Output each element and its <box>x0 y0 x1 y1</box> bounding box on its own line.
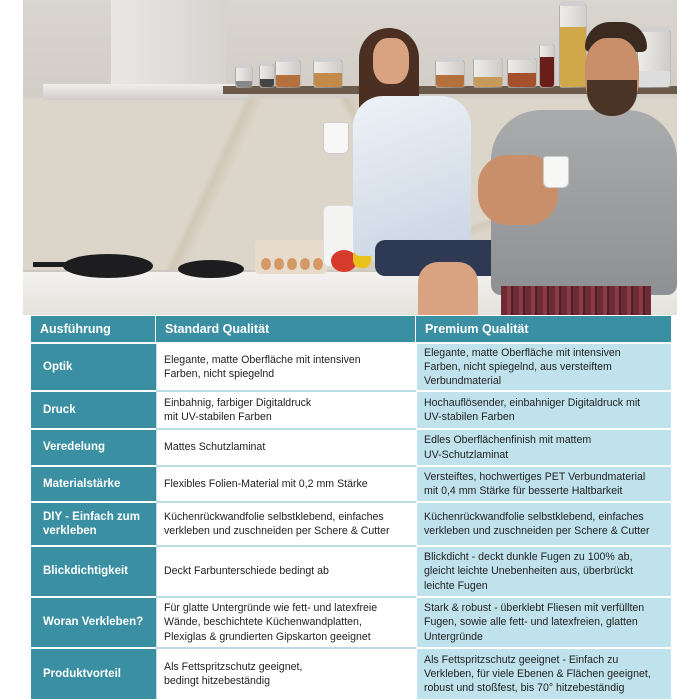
standard-text: Elegante, matte Oberfläche mit intensiven Farben, nicht spiegelnd <box>164 353 361 380</box>
premium-cell <box>416 392 671 430</box>
pan-handle <box>33 262 69 267</box>
frying-pan <box>178 260 244 278</box>
standard-text: Flexibles Folien-Material mit 0,2 mm Stärke <box>164 477 368 490</box>
header-label: Premium Qualität <box>425 322 529 336</box>
row-label-text: Woran Verkleben? <box>43 616 144 629</box>
row-label-text: Veredelung <box>43 441 105 454</box>
standard-cell <box>156 503 416 547</box>
row-label <box>31 467 156 503</box>
row-label <box>31 598 156 649</box>
premium-cell <box>416 547 671 598</box>
premium-text: Als Fettspritzschutz geeignet - Einfach zu Verkleben, für viele Ebenen & Flächen geeignet, robust und stoßfest, bis 70° hitzebeständig <box>424 653 651 695</box>
premium-cell <box>416 430 671 467</box>
spice-jar <box>435 60 465 88</box>
header-premium <box>416 316 671 344</box>
row-label <box>31 344 156 392</box>
premium-text: Versteiftes, hochwertiges PET Verbundmaterial mit 0,4 mm Stärke für besserte Haltbarkeit <box>424 470 646 497</box>
spice-jar <box>259 64 275 88</box>
premium-text: Blickdicht - deckt dunkle Fugen zu 100% ab, gleicht leichte Unebenheiten aus, überbrückt leichte Fugen <box>424 551 634 592</box>
standard-cell <box>156 547 416 598</box>
spice-jar <box>559 4 587 88</box>
premium-text: Edles Oberflächenfinish mit mattem UV-Schutzlaminat <box>424 434 592 461</box>
row-label <box>31 392 156 430</box>
standard-cell <box>156 649 416 699</box>
man-pants <box>501 286 651 315</box>
premium-text: Elegante, matte Oberfläche mit intensiven Farben, nicht spiegelnd, aus versteiftem Verbundmaterial <box>424 346 621 388</box>
row-label <box>31 547 156 598</box>
standard-cell <box>156 598 416 649</box>
premium-text: Stark & robust - überklebt Fliesen mit verfüllten Fugen, sowie alle fett- und latexfreien, glatten Untergründe <box>424 602 645 643</box>
spice-jar <box>313 60 343 88</box>
standard-text: Deckt Farbunterschiede bedingt ab <box>164 565 329 578</box>
comparison-table <box>31 316 671 699</box>
standard-text: Für glatte Untergründe wie fett- und latexfreie Wände, beschichtete Küchenwandplatten, Plexiglas & grundierten Gipskarton geeignet <box>164 602 378 643</box>
spice-jar <box>275 60 301 88</box>
spice-jar <box>539 44 555 88</box>
header-label: Standard Qualität <box>165 322 270 336</box>
header-label: Ausführung <box>40 322 111 336</box>
coffee-mug-icon <box>323 122 349 154</box>
premium-cell <box>416 503 671 547</box>
egg-carton <box>255 240 327 274</box>
standard-cell <box>156 430 416 467</box>
standard-cell <box>156 467 416 503</box>
spice-jar <box>235 66 253 88</box>
header-standard <box>156 316 416 344</box>
spice-jar <box>507 58 537 88</box>
standard-text: Mattes Schutzlaminat <box>164 441 266 454</box>
frying-pan <box>63 254 153 278</box>
row-label <box>31 430 156 467</box>
standard-cell <box>156 392 416 430</box>
row-label <box>31 503 156 547</box>
row-label-text: Blickdichtigkeit <box>43 565 128 578</box>
row-label-text: Materialstärke <box>43 477 121 490</box>
premium-text: Hochauflösender, einbahniger Digitaldruck mit UV-stabilen Farben <box>424 396 641 423</box>
woman-shirt <box>353 96 471 256</box>
kitchen-photo <box>23 0 677 315</box>
standard-text: Einbahnig, farbiger Digitaldruck mit UV-stabilen Farben <box>164 396 312 423</box>
premium-cell <box>416 467 671 503</box>
row-label-text: Optik <box>43 360 73 373</box>
standard-text: Küchenrückwandfolie selbstklebend, einfaches verkleben und zuschneiden per Schere & Cutter <box>164 510 390 537</box>
premium-cell <box>416 598 671 649</box>
woman-legs <box>418 262 478 315</box>
range-hood <box>111 0 226 86</box>
standard-cell <box>156 344 416 392</box>
row-label-text: Druck <box>43 403 76 416</box>
row-label-text: Produktvorteil <box>43 667 121 680</box>
premium-cell <box>416 344 671 392</box>
header-ausfuehrung <box>31 316 156 344</box>
premium-cell <box>416 649 671 699</box>
spice-jar <box>473 58 503 88</box>
coffee-mug-icon <box>543 156 569 188</box>
range-hood-base <box>43 84 248 100</box>
standard-text: Als Fettspritzschutz geeignet, bedingt hitzebeständig <box>164 660 303 687</box>
row-label-text: DIY - Einfach zum verkleben <box>43 510 140 537</box>
premium-text: Küchenrückwandfolie selbstklebend, einfaches verkleben und zuschneiden per Schere & Cutter <box>424 510 650 537</box>
woman-face <box>373 38 409 84</box>
row-label <box>31 649 156 699</box>
